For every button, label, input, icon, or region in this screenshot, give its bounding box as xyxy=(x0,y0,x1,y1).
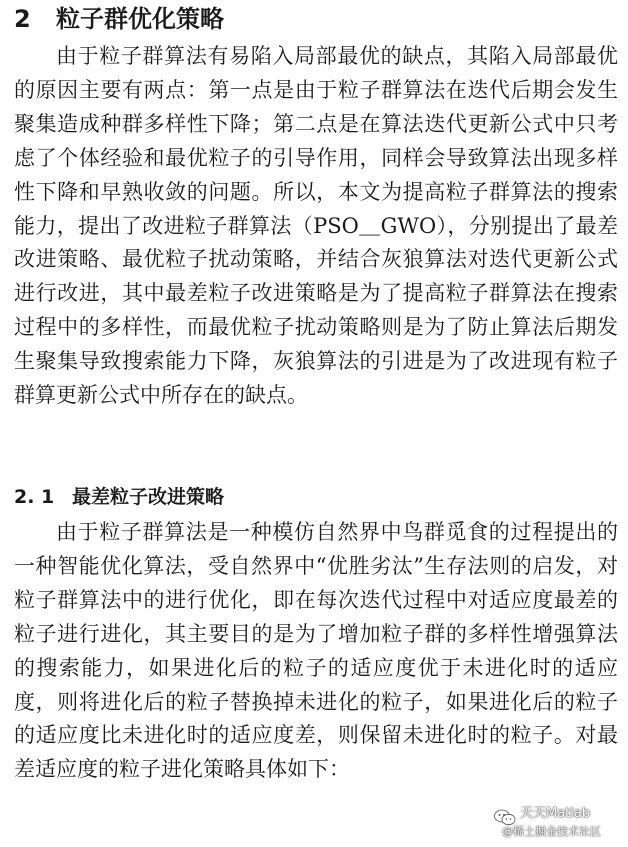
subsection-paragraph: 由于粒子群算法是一种模仿自然界中鸟群觅食的过程提出的一种智能优化算法，受自然界中“优胜劣汰”生存法则的启发，对粒子群算法中的进行优化，即在每次迭代过程中对适应度最差的粒子进行进化，其主要目的是为了增加粒子群的多样性增强算法的搜索能力，如果进化后的粒子的适应度优于未进化时的适应度，则将进化后的粒子替换掉未进化的粒子，如果进化后的粒子的适应度比未进化时的适应度差，则保留未进化时的粒子。对最差适应度的粒子进化策略具体如下： xyxy=(14,520,618,782)
watermark xyxy=(494,805,622,841)
section-title: 粒子群优化策略 xyxy=(56,5,224,33)
section-paragraph: 由于粒子群算法有易陷入局部最优的缺点，其陷入局部最优的原因主要有两点：第一点是由于粒子群算法在迭代后期会发生聚集造成种群多样性下降；第二点是在算法迭代更新公式中只考虑了个体经验和最优粒子的引导作用，同样会导致算法出现多样性下降和早熟收敛的问题。所以，本文为提高粒子群算法的搜索能力，提出了改进粒子群算法（PSO＿GWO），分别提出了最差改进策略、最优粒子扰动策略，并结合灰狼算法对迭代更新公式进行改进，其中最差粒子改进策略是为了提高粒子群算法在搜索过程中的多样性，而最优粒子扰动策略则是为了防止算法后期发生聚集导致搜索能力下降，灰狼算法的引进是为了改进现有粒子群算更新公式中所存在的缺点。 xyxy=(14,44,618,408)
subsection-number: 2. 1 xyxy=(14,486,55,508)
watermark-brand: 天天Matlab xyxy=(520,806,591,821)
section-heading xyxy=(14,4,224,34)
subsection-title: 最差粒子改进策略 xyxy=(72,486,225,508)
subsection-heading xyxy=(14,484,224,510)
section-number: 2 xyxy=(14,5,31,33)
watermark-site: @稀土掘金技术社区 xyxy=(502,825,601,838)
